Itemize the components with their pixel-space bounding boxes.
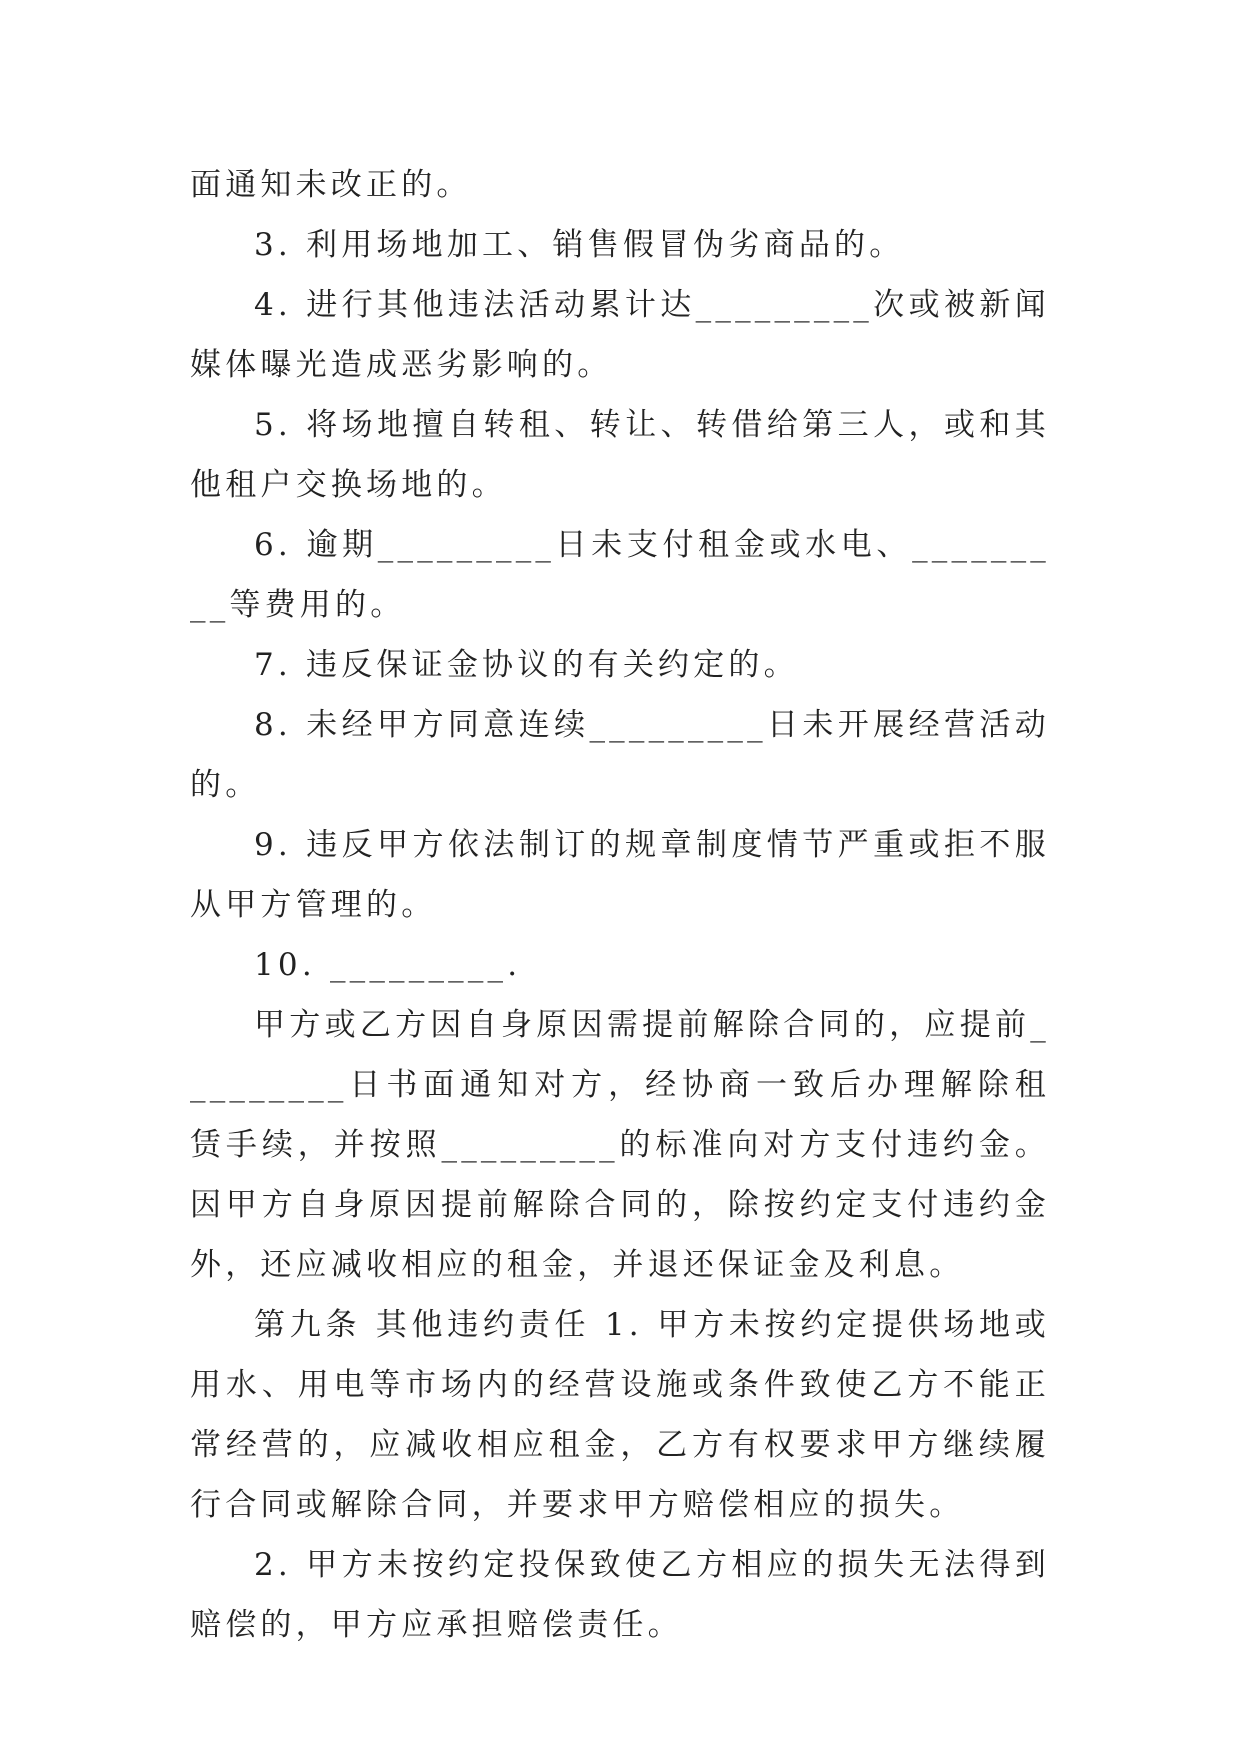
paragraph-3: 4. 进行其他违法活动累计达_________次或被新闻媒体曝光造成恶劣影响的。: [190, 287, 1050, 383]
paragraph-10: 甲方或乙方因自身原因需提前解除合同的，应提前_________日书面通知对方，经协商一致后办理解除租赁手续，并按照_________的标准向对方支付违约金。因甲方自身原因提前解除合同的，除按约定支付违约金外，还应减收相应的租金，并退还保证金及利息。: [190, 1007, 1050, 1283]
paragraph-6: 7. 违反保证金协议的有关约定的。: [254, 647, 799, 683]
paragraph-5: 6. 逾期_________日未支付租金或水电、_________等费用的。: [190, 527, 1050, 623]
paragraph-4: 5. 将场地擅自转租、转让、转借给第三人，或和其他租户交换场地的。: [190, 407, 1050, 503]
paragraph-8: 9. 违反甲方依法制订的规章制度情节严重或拒不服从甲方管理的。: [190, 827, 1050, 923]
paragraph-2: 3. 利用场地加工、销售假冒伪劣商品的。: [254, 227, 905, 263]
paragraph-1: 面通知未改正的。: [190, 167, 472, 203]
paragraph-9: 10. _________.: [254, 947, 522, 983]
paragraph-12: 2. 甲方未按约定投保致使乙方相应的损失无法得到赔偿的，甲方应承担赔偿责任。: [190, 1547, 1050, 1643]
paragraph-11: 第九条 其他违约责任 1. 甲方未按约定提供场地或用水、用电等市场内的经营设施或条件致使乙方不能正常经营的，应减收相应租金，乙方有权要求甲方继续履行合同或解除合同，并要求甲方赔偿相应的损失。: [190, 1307, 1050, 1523]
paragraph-7: 8. 未经甲方同意连续_________日未开展经营活动的。: [190, 707, 1050, 803]
document-body: [190, 155, 1050, 1655]
